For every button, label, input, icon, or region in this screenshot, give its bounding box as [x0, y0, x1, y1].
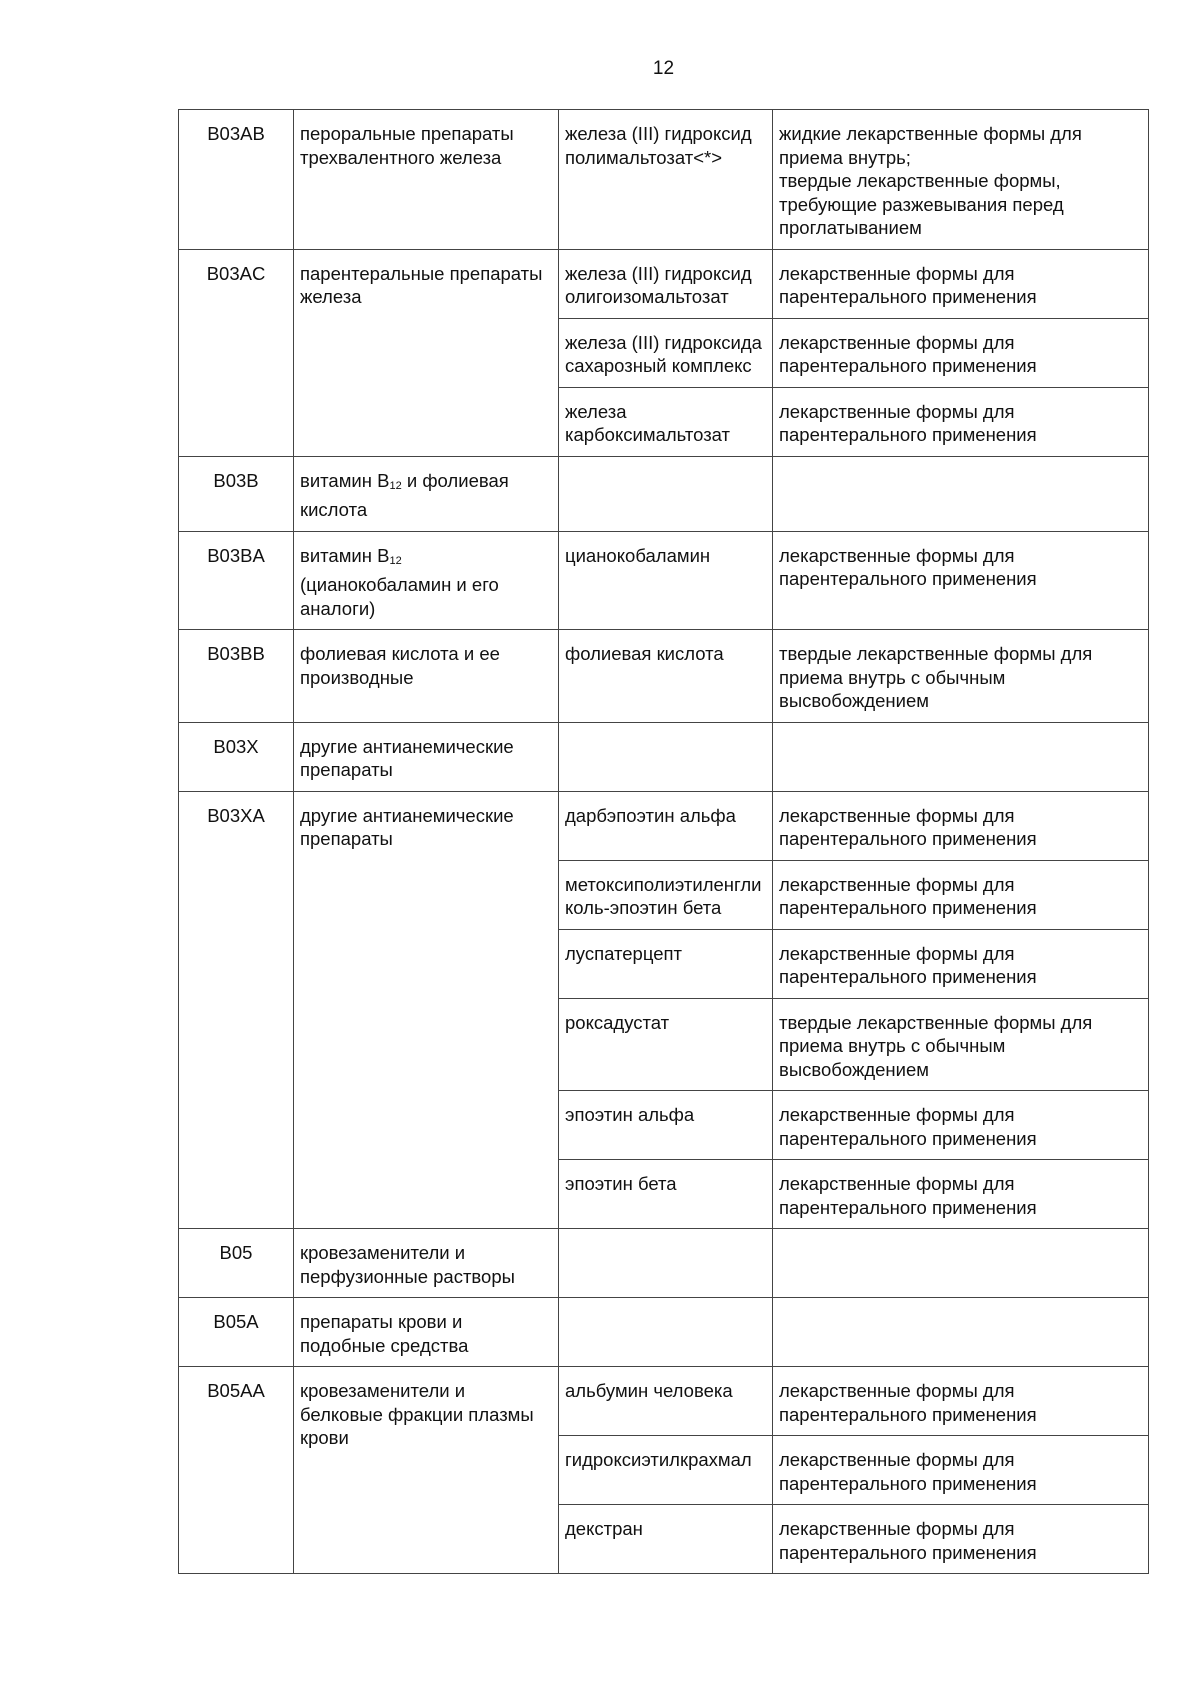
drug-name: метоксиполиэтиленгликоль-эпоэтин бета [559, 860, 773, 929]
table-row [179, 456, 1149, 531]
atc-code: B03AB [179, 110, 294, 250]
drug-name: дарбэпоэтин альфа [559, 791, 773, 860]
drug-name: цианокобаламин [559, 531, 773, 630]
drug-name: эпоэтин альфа [559, 1091, 773, 1160]
drug-name-empty [559, 1229, 773, 1298]
dosage-form-line: твердые лекарственные формы, требующие разжевывания перед проглатыванием [779, 170, 1064, 238]
drug-name: декстран [559, 1505, 773, 1574]
table-row [179, 249, 1149, 318]
drug-name: альбумин человека [559, 1367, 773, 1436]
dosage-form: лекарственные формы для парентерального применения [773, 1436, 1149, 1505]
atc-group: кровезаменители и перфузионные растворы [294, 1229, 559, 1298]
table-row [179, 1298, 1149, 1367]
atc-group: парентеральные препараты железа [294, 249, 559, 456]
dosage-form: лекарственные формы для парентерального применения [773, 249, 1149, 318]
subscript: 12 [389, 554, 402, 567]
drug-name: фолиевая кислота [559, 630, 773, 723]
table-row [179, 110, 1149, 250]
drug-name-empty [559, 1298, 773, 1367]
dosage-form: лекарственные формы для парентерального применения [773, 531, 1149, 630]
atc-code: B05A [179, 1298, 294, 1367]
table-row [179, 722, 1149, 791]
drug-name: роксадустат [559, 998, 773, 1091]
drug-name: железа (III) гидроксида сахарозный комплекс [559, 318, 773, 387]
atc-group: кровезаменители и белковые фракции плазмы крови [294, 1367, 559, 1574]
atc-group: пероральные препараты трехвалентного железа [294, 110, 559, 250]
drug-name: железа (III) гидроксид олигоизомальтозат [559, 249, 773, 318]
dosage-form-empty [773, 1229, 1149, 1298]
drug-name: эпоэтин бета [559, 1160, 773, 1229]
table-row [179, 1367, 1149, 1436]
medication-table [178, 109, 1149, 1574]
dosage-form-empty [773, 456, 1149, 531]
atc-group: другие антианемические препараты [294, 722, 559, 791]
atc-group: препараты крови и подобные средства [294, 1298, 559, 1367]
dosage-form: твердые лекарственные формы для приема внутрь с обычным высвобождением [773, 998, 1149, 1091]
dosage-form: лекарственные формы для парентерального применения [773, 318, 1149, 387]
atc-group: фолиевая кислота и ее производные [294, 630, 559, 723]
dosage-form: лекарственные формы для парентерального применения [773, 387, 1149, 456]
table-row [179, 531, 1149, 630]
atc-code: B03B [179, 456, 294, 531]
page-number: 12 [652, 58, 675, 79]
atc-code: B03BB [179, 630, 294, 723]
table-row [179, 791, 1149, 860]
dosage-form: лекарственные формы для парентерального применения [773, 1367, 1149, 1436]
drug-name: железа (III) гидроксид полимальтозат<*> [559, 110, 773, 250]
table-row [179, 630, 1149, 723]
dosage-form: лекарственные формы для парентерального применения [773, 1160, 1149, 1229]
dosage-form: твердые лекарственные формы для приема внутрь с обычным высвобождением [773, 630, 1149, 723]
atc-code: B03X [179, 722, 294, 791]
dosage-form: лекарственные формы для парентерального применения [773, 791, 1149, 860]
table-row [179, 1229, 1149, 1298]
atc-code: B03AC [179, 249, 294, 456]
dosage-form-line: жидкие лекарственные формы для приема внутрь; [779, 123, 1082, 168]
dosage-form-empty [773, 1298, 1149, 1367]
atc-code: B03BA [179, 531, 294, 630]
atc-group [294, 531, 559, 630]
atc-code: B05 [179, 1229, 294, 1298]
atc-group: другие антианемические препараты [294, 791, 559, 1229]
dosage-form: лекарственные формы для парентерального применения [773, 1091, 1149, 1160]
group-text: витамин B [300, 469, 390, 491]
drug-name: гидроксиэтилкрахмал [559, 1436, 773, 1505]
group-text: витамин B [300, 544, 390, 566]
dosage-form-empty [773, 722, 1149, 791]
dosage-form: лекарственные формы для парентерального применения [773, 929, 1149, 998]
dosage-form [773, 110, 1149, 250]
atc-group [294, 456, 559, 531]
atc-code: B05AA [179, 1367, 294, 1574]
atc-code: B03XA [179, 791, 294, 1229]
drug-name: луспатерцепт [559, 929, 773, 998]
drug-name-empty [559, 456, 773, 531]
group-text: и фолиевая кислота [300, 469, 509, 520]
group-text: (цианокобаламин и его аналоги) [300, 574, 499, 619]
subscript: 12 [389, 479, 402, 492]
drug-name: железа карбоксимальтозат [559, 387, 773, 456]
dosage-form: лекарственные формы для парентерального применения [773, 1505, 1149, 1574]
drug-name-empty [559, 722, 773, 791]
dosage-form: лекарственные формы для парентерального применения [773, 860, 1149, 929]
